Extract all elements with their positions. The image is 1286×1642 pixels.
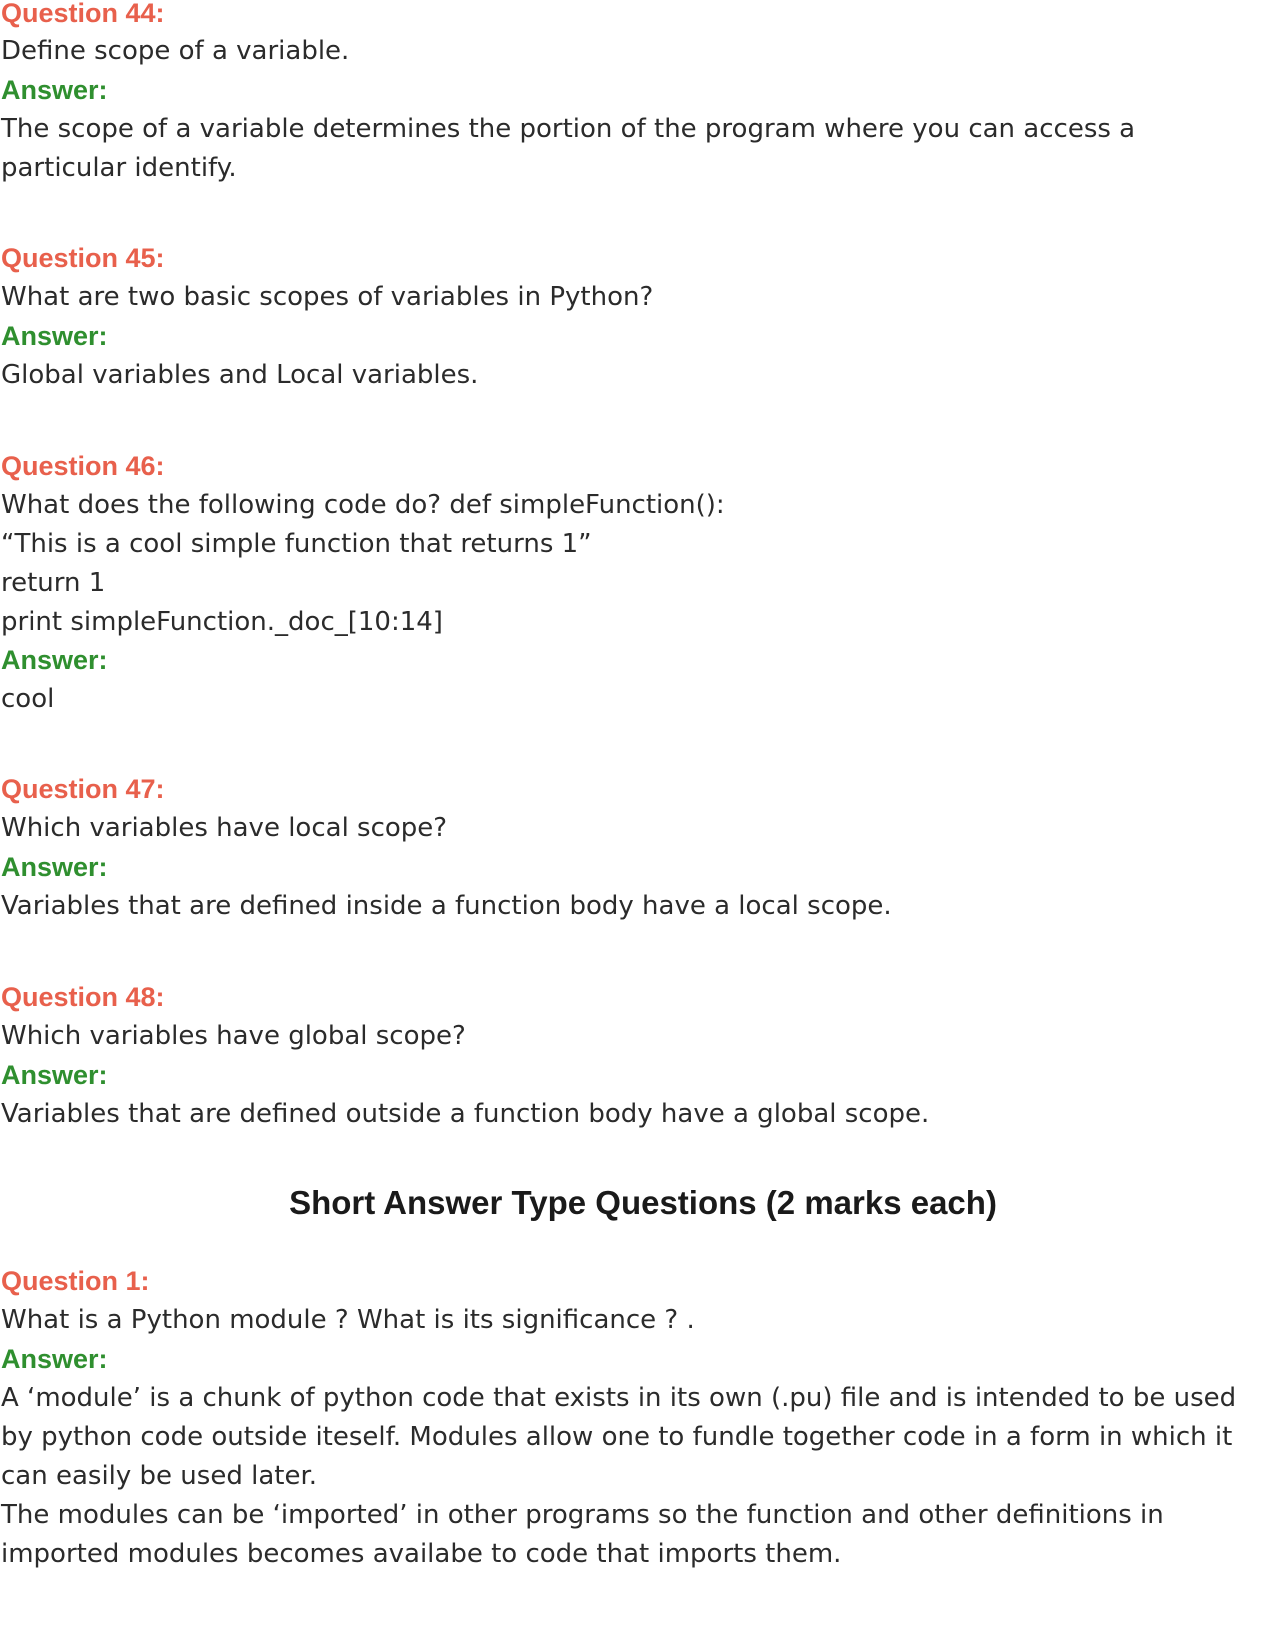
answer-label: Answer: — [1, 852, 108, 882]
question-label: Question 46: — [1, 451, 165, 481]
question-label: Question 1: — [1, 1266, 150, 1296]
answer-label: Answer: — [1, 75, 108, 105]
question-label: Question 44: — [1, 0, 165, 28]
question-text: Which variables have global scope? — [1, 1021, 466, 1051]
answer-text: particular identify. — [1, 153, 237, 183]
question-text: What is a Python module ? What is its significance ? . — [1, 1305, 695, 1335]
answer-text: The scope of a variable determines the portion of the program where you can access a — [1, 114, 1136, 144]
answer-text: can easily be used later. — [1, 1461, 318, 1491]
answer-text: The modules can be ‘imported’ in other programs so the function and other definitions in — [1, 1500, 1164, 1530]
answer-text: by python code outside iteself. Modules allow one to fundle together code in a form in which it — [1, 1422, 1233, 1452]
answer-label: Answer: — [1, 1344, 108, 1374]
code-line: “This is a cool simple function that returns 1” — [1, 529, 592, 559]
answer-text: Variables that are defined outside a function body have a global scope. — [1, 1099, 930, 1129]
code-line: print simpleFunction._doc_[10:14] — [1, 607, 443, 637]
answer-text: A ‘module’ is a chunk of python code that exists in its own (.pu) file and is intended to be used — [1, 1383, 1237, 1413]
question-text: What does the following code do? def simpleFunction(): — [1, 490, 725, 520]
question-text: What are two basic scopes of variables in Python? — [1, 282, 654, 312]
answer-label: Answer: — [1, 1060, 108, 1090]
answer-label: Answer: — [1, 321, 108, 351]
section-heading: Short Answer Type Questions (2 marks each) — [289, 1184, 997, 1221]
question-label: Question 48: — [1, 982, 165, 1012]
answer-label: Answer: — [1, 645, 108, 675]
question-text: Which variables have local scope? — [1, 813, 448, 843]
answer-text: Variables that are defined inside a function body have a local scope. — [1, 891, 892, 921]
question-label: Question 45: — [1, 243, 165, 273]
question-label: Question 47: — [1, 774, 165, 804]
answer-text: imported modules becomes availabe to code that imports them. — [1, 1539, 842, 1569]
answer-text: cool — [1, 684, 55, 714]
answer-text: Global variables and Local variables. — [1, 360, 479, 390]
question-text: Define scope of a variable. — [1, 36, 350, 66]
code-line: return 1 — [1, 568, 106, 598]
